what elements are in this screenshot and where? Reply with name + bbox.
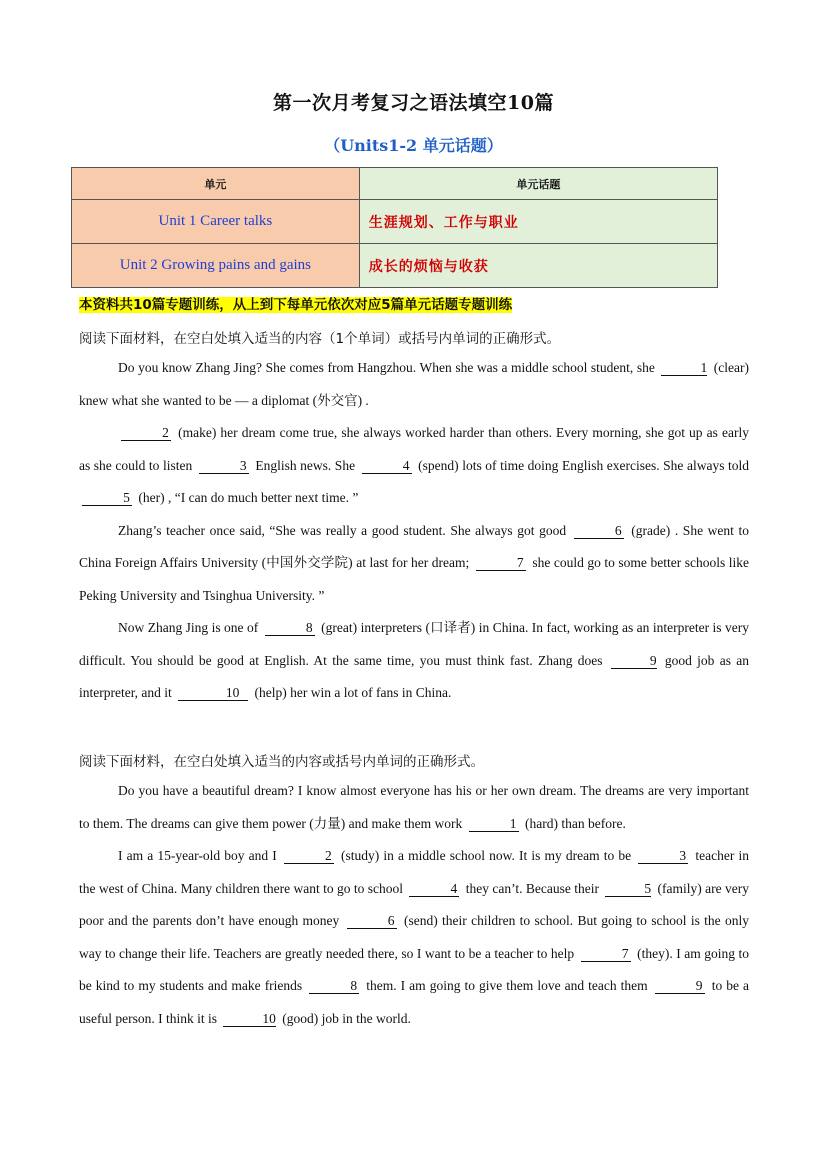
text: them. I am going to give them love and teach them bbox=[362, 978, 652, 993]
page-title: 第一次月考复习之语法填空10篇 bbox=[273, 92, 554, 114]
blank-4: 4 bbox=[409, 881, 459, 897]
unit-cell: Unit 1 Career talks bbox=[72, 200, 360, 244]
resource-note-text: 本资料共10篇专题训练，从上到下每单元依次对应5篇单元话题专题训练 bbox=[79, 297, 513, 313]
text: (hard) than before. bbox=[521, 815, 626, 831]
passage2-instruction: 阅读下面材料，在空白处填入适当的内容或括号内单词的正确形式。 bbox=[79, 754, 484, 770]
blank-1: 1 bbox=[469, 816, 519, 832]
blank-10: 10 bbox=[223, 1011, 276, 1027]
blank-2: 2 bbox=[284, 848, 334, 864]
topic-cell: 生涯规划、工作与职业 bbox=[359, 200, 717, 244]
page-subtitle: （Units1-2 单元话题） bbox=[324, 136, 503, 155]
passage2-paragraph bbox=[79, 840, 749, 1035]
text: Now Zhang Jing is one of bbox=[118, 620, 262, 635]
blank-9: 9 bbox=[611, 653, 657, 669]
blank-7: 7 bbox=[581, 946, 631, 962]
blank-7: 7 bbox=[476, 555, 526, 571]
blank-9: 9 bbox=[655, 978, 705, 994]
text: (make) her dream come true, she always worked harder than others. Every morning, she got up as early as she could to listen bbox=[79, 425, 749, 473]
table-row bbox=[72, 200, 718, 244]
passage1-paragraph bbox=[79, 352, 749, 417]
passage1-paragraph bbox=[79, 612, 749, 710]
text: (grade) . She went to China Foreign Affairs University (中国外交学院) at last for her dream; bbox=[79, 522, 749, 570]
resource-note bbox=[79, 293, 512, 313]
text: they can’t. Because their bbox=[462, 880, 603, 896]
header-unit: 单元 bbox=[72, 168, 360, 200]
passage2-body bbox=[79, 775, 749, 1035]
passage1-paragraph bbox=[79, 417, 749, 515]
unit-topic-table bbox=[71, 167, 718, 288]
text: (great) interpreters (口译者) in China. In fact, working as an interpreter is very difficult. You should be good at English. At the same time, you must think fast. Zhang does bbox=[79, 620, 749, 668]
text: Do you know Zhang Jing? She comes from Hangzhou. When she was a middle school student, she bbox=[118, 360, 659, 375]
text: Do you have a beautiful dream? I know almost everyone has his or her own dream. The dreams are very important to them. The dreams can give them power (力量) and make them work bbox=[79, 783, 749, 831]
text: (spend) lots of time doing English exercises. She always told bbox=[414, 457, 750, 473]
table-header-row bbox=[72, 168, 718, 200]
text: (study) in a middle school now. It is my dream to be bbox=[336, 848, 636, 863]
blank-6: 6 bbox=[574, 523, 624, 539]
text: English news. She bbox=[251, 457, 359, 473]
blank-4: 4 bbox=[362, 458, 412, 474]
text: she could go to some better schools like Peking University and Tsinghua University. ” bbox=[79, 555, 749, 603]
unit-cell: Unit 2 Growing pains and gains bbox=[72, 244, 360, 288]
blank-3: 3 bbox=[638, 848, 688, 864]
text: (clear) knew what she wanted to be — a diplomat (外交官) . bbox=[79, 360, 749, 408]
passage2-paragraph bbox=[79, 775, 749, 840]
text: to be a useful person. I think it is bbox=[79, 978, 749, 1026]
text: I am a 15-year-old boy and I bbox=[118, 848, 281, 863]
text: (family) are very poor and the parents don’t have enough money bbox=[79, 880, 749, 928]
blank-5: 5 bbox=[82, 490, 132, 506]
text: teacher in the west of China. Many children there want to go to school bbox=[79, 848, 749, 896]
header-topic: 单元话题 bbox=[359, 168, 717, 200]
blank-10: 10 bbox=[178, 685, 248, 701]
text: (help) her win a lot of fans in China. bbox=[251, 685, 452, 700]
blank-8: 8 bbox=[265, 620, 315, 636]
blank-2: 2 bbox=[121, 425, 171, 441]
passage1-instruction: 阅读下面材料，在空白处填入适当的内容（1个单词）或括号内单词的正确形式。 bbox=[79, 331, 561, 347]
blank-1: 1 bbox=[661, 360, 707, 376]
text: good job as an interpreter, and it bbox=[79, 652, 749, 700]
blank-6: 6 bbox=[347, 913, 397, 929]
text: (good) job in the world. bbox=[278, 1010, 411, 1026]
blank-5: 5 bbox=[605, 881, 651, 897]
blank-3: 3 bbox=[199, 458, 249, 474]
blank-8: 8 bbox=[309, 978, 359, 994]
text: (her) , “I can do much better next time. ” bbox=[135, 490, 359, 505]
text: (they). I am going to be kind to my students and make friends bbox=[79, 945, 749, 993]
text: Zhang’s teacher once said, “She was really a good student. She always got good bbox=[118, 522, 571, 538]
table-row bbox=[72, 244, 718, 288]
topic-cell: 成长的烦恼与收获 bbox=[359, 244, 717, 288]
passage1-paragraph bbox=[79, 515, 749, 613]
text: (send) their children to school. But going to school is the only way to change their life. Teachers are greatly needed there, so I want to be a teacher to help bbox=[79, 913, 749, 961]
passage1-body bbox=[79, 352, 749, 710]
